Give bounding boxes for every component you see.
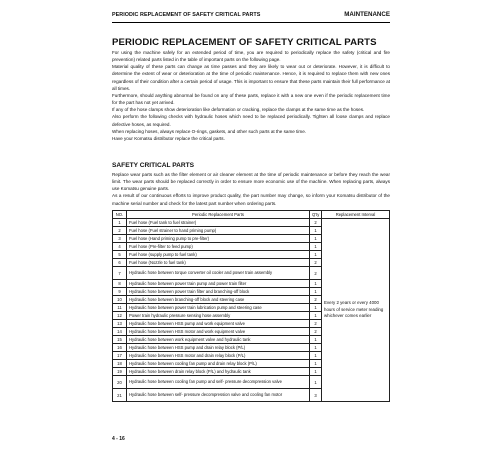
row-part: Hydraulic hose between HSS pump and drain relay block (P/L)	[127, 344, 310, 352]
page-number: 4 - 16	[112, 436, 125, 442]
row-qty: 1	[310, 227, 322, 235]
row-qty: 1	[310, 304, 322, 312]
row-number: 12	[113, 312, 127, 320]
replacement-interval: Every 2 years or every 4000 hours of service meter reading whichever comes earlier	[322, 219, 390, 402]
row-number: 21	[113, 389, 127, 402]
row-qty: 1	[310, 376, 322, 389]
row-qty: 3	[310, 389, 322, 402]
row-number: 3	[113, 235, 127, 243]
row-part: Hydraulic hose between HSS motor and drain relay block (P/L)	[127, 352, 310, 360]
row-qty: 1	[310, 336, 322, 344]
row-number: 10	[113, 296, 127, 304]
row-part: Fuel hose (Pre-filter to feed pump)	[127, 243, 310, 251]
intro-paragraph: Have your Komatsu distributor replace the critical parts.	[112, 135, 225, 141]
row-number: 13	[113, 320, 127, 328]
row-part: Hydraulic hose between torque converter oil cooler and power train assembly	[127, 267, 310, 280]
row-qty: 1	[310, 360, 322, 368]
row-number: 1	[113, 219, 127, 227]
intro-paragraph: If any of the hose clamps show deterioration like deformation or cracking, replace the clamps at the same time as the hoses.	[112, 107, 365, 113]
row-number: 8	[113, 280, 127, 288]
row-qty: 1	[310, 288, 322, 296]
row-part: Fuel hose (Fuel tank to fuel strainer)	[127, 219, 310, 227]
row-number: 2	[113, 227, 127, 235]
table-body	[113, 219, 390, 402]
intro-paragraph: When replacing hoses, always replace O-rings, gaskets, and other such parts at the same time.	[112, 128, 307, 134]
intro-text	[112, 49, 390, 142]
row-number: 17	[113, 352, 127, 360]
row-part: Hydraulic hose between drain relay block (P/L) and hydraulic tank	[127, 368, 310, 376]
row-number: 9	[113, 288, 127, 296]
row-number: 11	[113, 304, 127, 312]
row-number: 4	[113, 243, 127, 251]
row-number: 6	[113, 259, 127, 267]
row-part: Fuel hose (supply pump to fuel tank)	[127, 251, 310, 259]
row-qty: 1	[310, 243, 322, 251]
section-paragraph: Replace wear parts such as the filter element or air cleaner element at the time of periodic maintenance or before they reach the wear limit. The wear parts should be replaced correctly in order to ensure more economic use of the machine. When replacing parts, always use Komatsu genuine parts.	[112, 172, 390, 192]
row-part: Hydraulic hose between power train pump and power train filter	[127, 280, 310, 288]
header-no: NO.	[113, 211, 127, 219]
header-qty: Q'ty	[310, 211, 322, 219]
row-part: Power train hydraulic pressure sensing hose assembly	[127, 312, 310, 320]
row-part: Hydraulic hose between power train filter and branching-off block	[127, 288, 310, 296]
row-qty: 1	[310, 312, 322, 320]
row-part: Hydraulic hose between HSS motor and work equipment valve	[127, 328, 310, 336]
row-part: Hydraulic hose between self- pressure decompression valve and cooling fan motor	[127, 389, 310, 402]
row-number: 5	[113, 251, 127, 259]
row-number: 7	[113, 267, 127, 280]
section-text	[112, 171, 390, 207]
row-qty: 1	[310, 352, 322, 360]
table-row	[113, 219, 390, 227]
intro-paragraph: Material quality of these parts can change as time passes and they are likely to wear out or deteriorate. However, it is difficult to determine the extent of wear or deterioration at the time of periodic maintenance. Hence, it is required to replace them with new ones regardless of their condition after a certain period of usage. This is important to ensure that these parts maintain their full performance at all times.	[112, 64, 390, 91]
row-qty: 1	[310, 280, 322, 288]
intro-paragraph: Furthermore, should anything abnormal be found on any of these parts, replace it with a new one even if the periodic replacement time for the part has not yet arrived.	[112, 92, 390, 106]
row-qty: 2	[310, 320, 322, 328]
section-heading: SAFETY CRITICAL PARTS	[112, 162, 195, 169]
row-qty: 2	[310, 219, 322, 227]
parts-table	[112, 210, 390, 402]
section-paragraph: As a result of our continuous efforts to improve product quality, the part number may change, so inform your Komatsu distributor of the machine serial number and check for the latest part number when ordering parts.	[112, 193, 390, 206]
row-number: 20	[113, 376, 127, 389]
row-qty: 1	[310, 251, 322, 259]
row-part: Fuel hose (Nozzle to fuel tank)	[127, 259, 310, 267]
row-part: Hydraulic hose between work equipment valve and hydraulic tank	[127, 336, 310, 344]
page-header	[112, 12, 390, 23]
row-qty: 1	[310, 344, 322, 352]
page-title: PERIODIC REPLACEMENT OF SAFETY CRITICAL PARTS	[112, 37, 377, 48]
table-header-row	[113, 211, 390, 219]
row-qty: 2	[310, 296, 322, 304]
row-part: Fuel hose (Hand priming pump to pre-filter)	[127, 235, 310, 243]
row-number: 14	[113, 328, 127, 336]
intro-paragraph: For using the machine safely for an extended period of time, you are required to periodically replace the safety (critical and fire prevention) related parts listed in the table of important parts on the following page.	[112, 50, 390, 63]
header-interval: Replacement Interval	[322, 211, 390, 219]
row-part: Hydraulic hose between power train lubrication pump and steering case	[127, 304, 310, 312]
header-part: Periodic Replacement Parts	[127, 211, 310, 219]
header-chapter: MAINTENANCE	[344, 11, 390, 18]
row-part: Fuel hose (Fuel strainer to hand priming pump)	[127, 227, 310, 235]
header-section-title: PERIODIC REPLACEMENT OF SAFETY CRITICAL PARTS	[112, 12, 261, 18]
row-number: 16	[113, 344, 127, 352]
intro-paragraph: Also perform the following checks with hydraulic hoses which need to be replaced periodically. Tighten all loose clamps and replace defective hoses, as required.	[112, 114, 390, 127]
row-number: 18	[113, 360, 127, 368]
row-qty: 2	[310, 328, 322, 336]
row-part: Hydraulic hose between branching-off block and steering case	[127, 296, 310, 304]
row-number: 15	[113, 336, 127, 344]
row-part: Hydraulic hose between cooling fan pump and self- pressure decompression valve	[127, 376, 310, 389]
row-part: Hydraulic hose between HSS pump and work equipment valve	[127, 320, 310, 328]
row-qty: 2	[310, 259, 322, 267]
row-number: 19	[113, 368, 127, 376]
row-qty: 2	[310, 267, 322, 280]
row-part: Hydraulic hose between cooling fan pump and drain relay block (P/L)	[127, 360, 310, 368]
row-qty: 1	[310, 235, 322, 243]
row-qty: 1	[310, 368, 322, 376]
